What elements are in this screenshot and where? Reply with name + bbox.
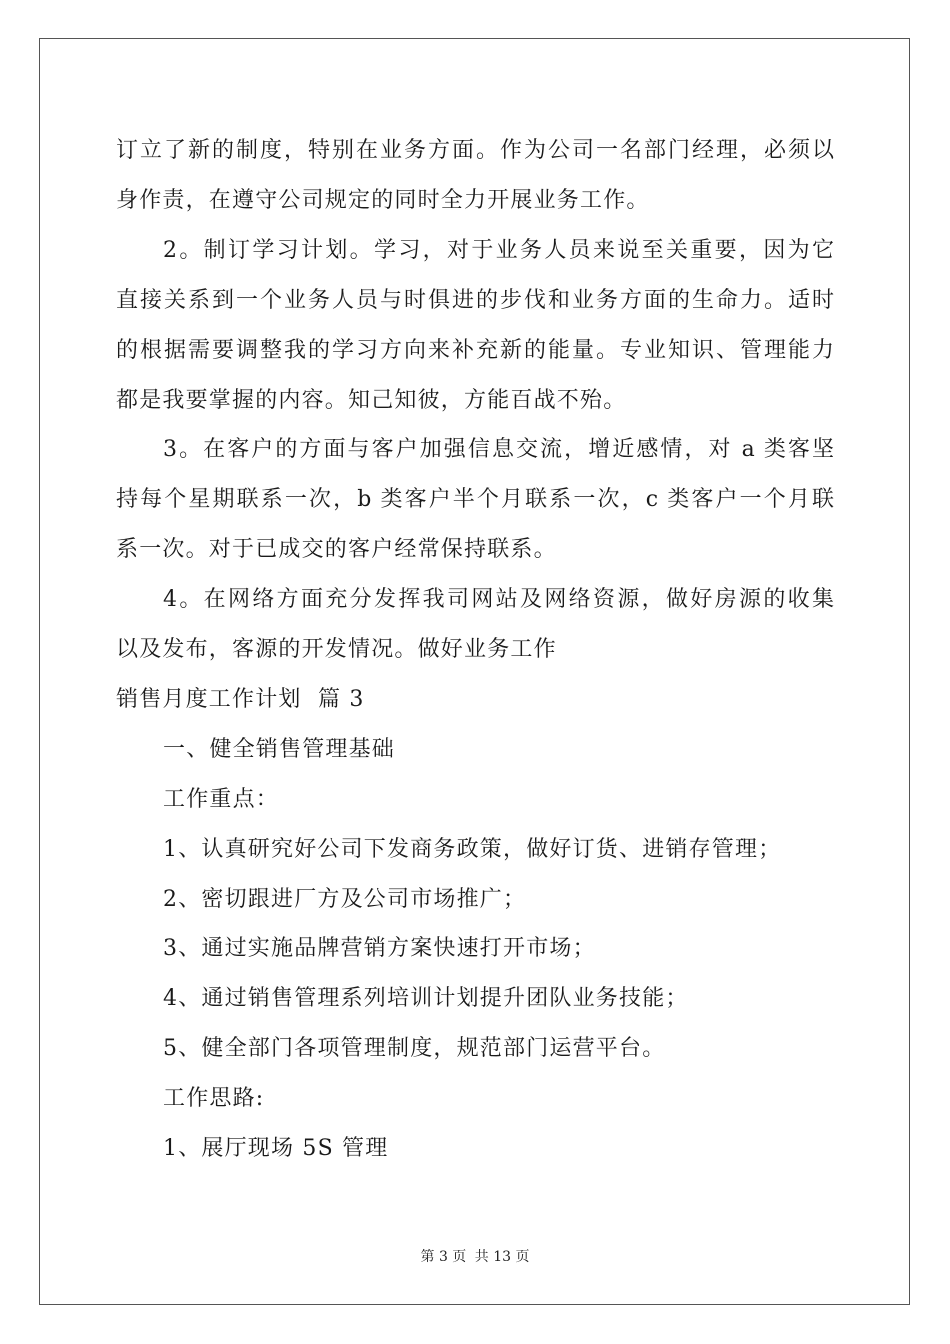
- paragraph-line: 身作责，在遵守公司规定的同时全力开展业务工作。: [116, 188, 650, 213]
- list-item: 2、密切跟进厂方及公司市场推广；: [163, 887, 527, 912]
- list-item: 3、通过实施品牌营销方案快速打开市场；: [163, 936, 596, 961]
- paragraph-line: 系一次。对于已成交的客户经常保持联系。: [116, 537, 557, 562]
- list-label: 工作重点：: [163, 787, 280, 812]
- paragraph-line: 持每个星期联系一次，b 类客户半个月联系一次，c 类客户一个月联: [116, 487, 834, 512]
- page-number: 第 3 页: [420, 1249, 467, 1265]
- paragraph-line: 3。在客户的方面与客户加强信息交流，增近感情，对 a 类客坚: [163, 437, 834, 462]
- paragraph-line: 直接关系到一个业务人员与时俱进的步伐和业务方面的生命力。适时: [116, 288, 834, 313]
- list-label: 工作思路:: [163, 1086, 265, 1111]
- paragraph-line: 订立了新的制度，特别在业务方面。作为公司一名部门经理，必须以: [116, 138, 834, 163]
- subheading: 一、健全销售管理基础: [163, 737, 396, 762]
- paragraph-line: 都是我要掌握的内容。知己知彼，方能百战不殆。: [116, 388, 627, 413]
- list-item: 1、认真研究好公司下发商务政策，做好订货、进销存管理；: [163, 837, 782, 862]
- paragraph-line: 的根据需要调整我的学习方向来补充新的能量。专业知识、管理能力: [116, 338, 834, 363]
- list-item: 4、通过销售管理系列培训计划提升团队业务技能；: [163, 986, 689, 1011]
- page-border: [39, 38, 910, 1305]
- paragraph-line: 2。制订学习计划。学习，对于业务人员来说至关重要，因为它: [163, 238, 834, 263]
- total-pages: 共 13 页: [474, 1249, 530, 1265]
- paragraph-line: 4。在网络方面充分发挥我司网站及网络资源，做好房源的收集: [163, 587, 834, 612]
- section-heading: 销售月度工作计划 篇 3: [116, 687, 365, 712]
- paragraph-line: 以及发布，客源的开发情况。做好业务工作: [116, 637, 557, 662]
- list-item: 1、展厅现场 5S 管理: [163, 1136, 389, 1161]
- list-item: 5、健全部门各项管理制度，规范部门运营平台。: [163, 1036, 666, 1061]
- page-footer: [0, 1248, 950, 1266]
